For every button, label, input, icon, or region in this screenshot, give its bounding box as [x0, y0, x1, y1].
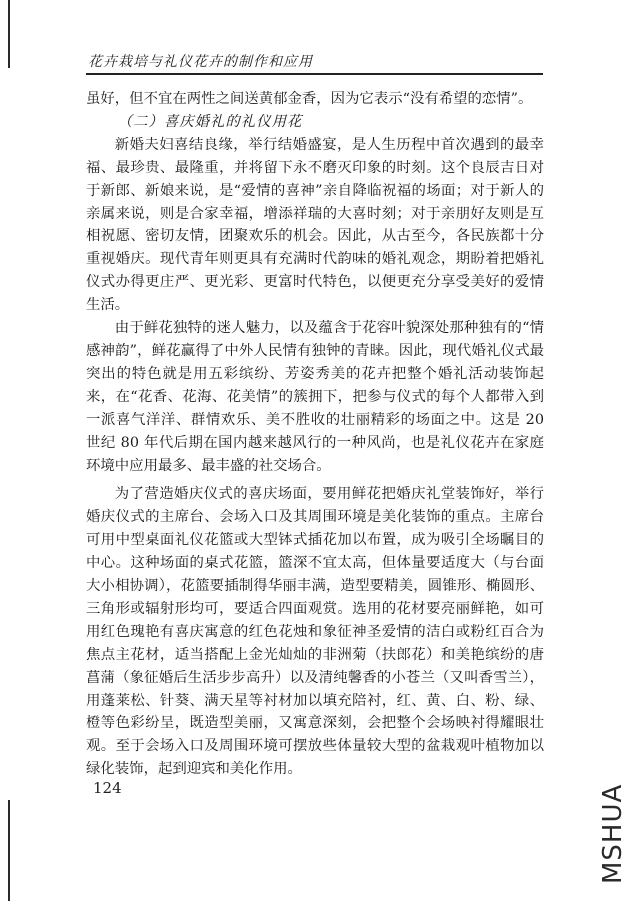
scan-edge-mark-bottom — [8, 800, 10, 901]
watermark-text: MSHUA — [598, 783, 628, 884]
section-heading: （二）喜庆婚礼的礼仪用花 — [117, 113, 303, 130]
page-number: 124 — [93, 779, 122, 797]
body-paragraph-3: 为了营造婚庆仪式的喜庆场面，要用鲜花把婚庆礼堂装饰好，举行婚庆仪式的主席台、会场入口及其周围环境是美化装饰的重点。主席台可用中型桌面礼仪花篮或大型钵式插花加以布置，成为吸引全场瞩目的中心。这种场面的桌式花篮，篮深不宜太高，但体量要适度大（与台面大小相协调），花篮要插制得华丽丰满，造型要精美，圆锥形、椭圆形、三角形或辐射形均可，要适合四面观赏。选用的花材要亮丽鲜艳，如可用红色瑰艳有喜庆寓意的红色花烛和象征神圣爱情的洁白或粉红百合为焦点主花材，适当搭配上金光灿灿的非洲菊（扶郎花）和美艳缤纷的唐菖蒲（象征婚后生活步步高升）以及清纯馨香的小苍兰（又叫香雪兰），用蓬莱松、针葵、满天星等衬材加以填充陪衬，红、黄、白、粉、绿、橙等色彩纷呈，既造型美丽，又寓意深刻，会把整个会场映衬得耀眼壮观。至于会场入口及周围环境可摆放些体量较大型的盆栽观叶植物加以绿化装饰，起到迎宾和美化作用。 — [86, 486, 544, 778]
scan-edge-mark-top — [8, 0, 10, 68]
body-paragraph-1: 新婚夫妇喜结良缘，举行结婚盛宴，是人生历程中首次遇到的最幸福、最珍贵、最隆重，并将留下永不磨灭印象的时刻。这个良辰吉日对于新郎、新娘来说，是“爱情的喜神”亲自降临祝福的场面；对于新人的亲属来说，则是合家幸福，增添祥瑞的大喜时刻；对于亲朋好友则是互相祝愿、密切友情，团聚欢乐的机会。因此，从古至今，各民族都十分重视婚庆。现代青年则更具有充满时代韵味的婚礼观念，期盼着把婚礼仪式办得更庄严、更光彩、更富时代特色，以便更充分享受美好的爱情生活。 — [86, 136, 544, 314]
running-header-title: 花卉栽培与礼仪花卉的制作和应用 — [88, 54, 313, 70]
page-body — [86, 88, 544, 781]
header-rule — [86, 73, 543, 75]
continued-paragraph: 虽好，但不宜在两性之间送黄郁金香，因为它表示“没有希望的恋情”。 — [86, 91, 533, 107]
body-paragraph-2: 由于鲜花独特的迷人魅力，以及蕴含于花容叶貌深处那种独有的“情感神韵”，鲜花赢得了中外人民情有独钟的青睐。因此，现代婚礼仪式最突出的特色就是用五彩缤纷、芳姿秀美的花卉把整个婚礼活动装饰起来，在“花香、花海、花美情”的簇拥下，把参与仪式的每个人都带入到一派喜气洋洋、群情欢乐、美不胜收的壮丽精彩的场面之中。这是 20 世纪 80 年代后期在国内越来越风行的一种风尚，也是礼仪花卉在家庭环境中应用最多、最丰盛的社交场合。 — [86, 320, 544, 474]
